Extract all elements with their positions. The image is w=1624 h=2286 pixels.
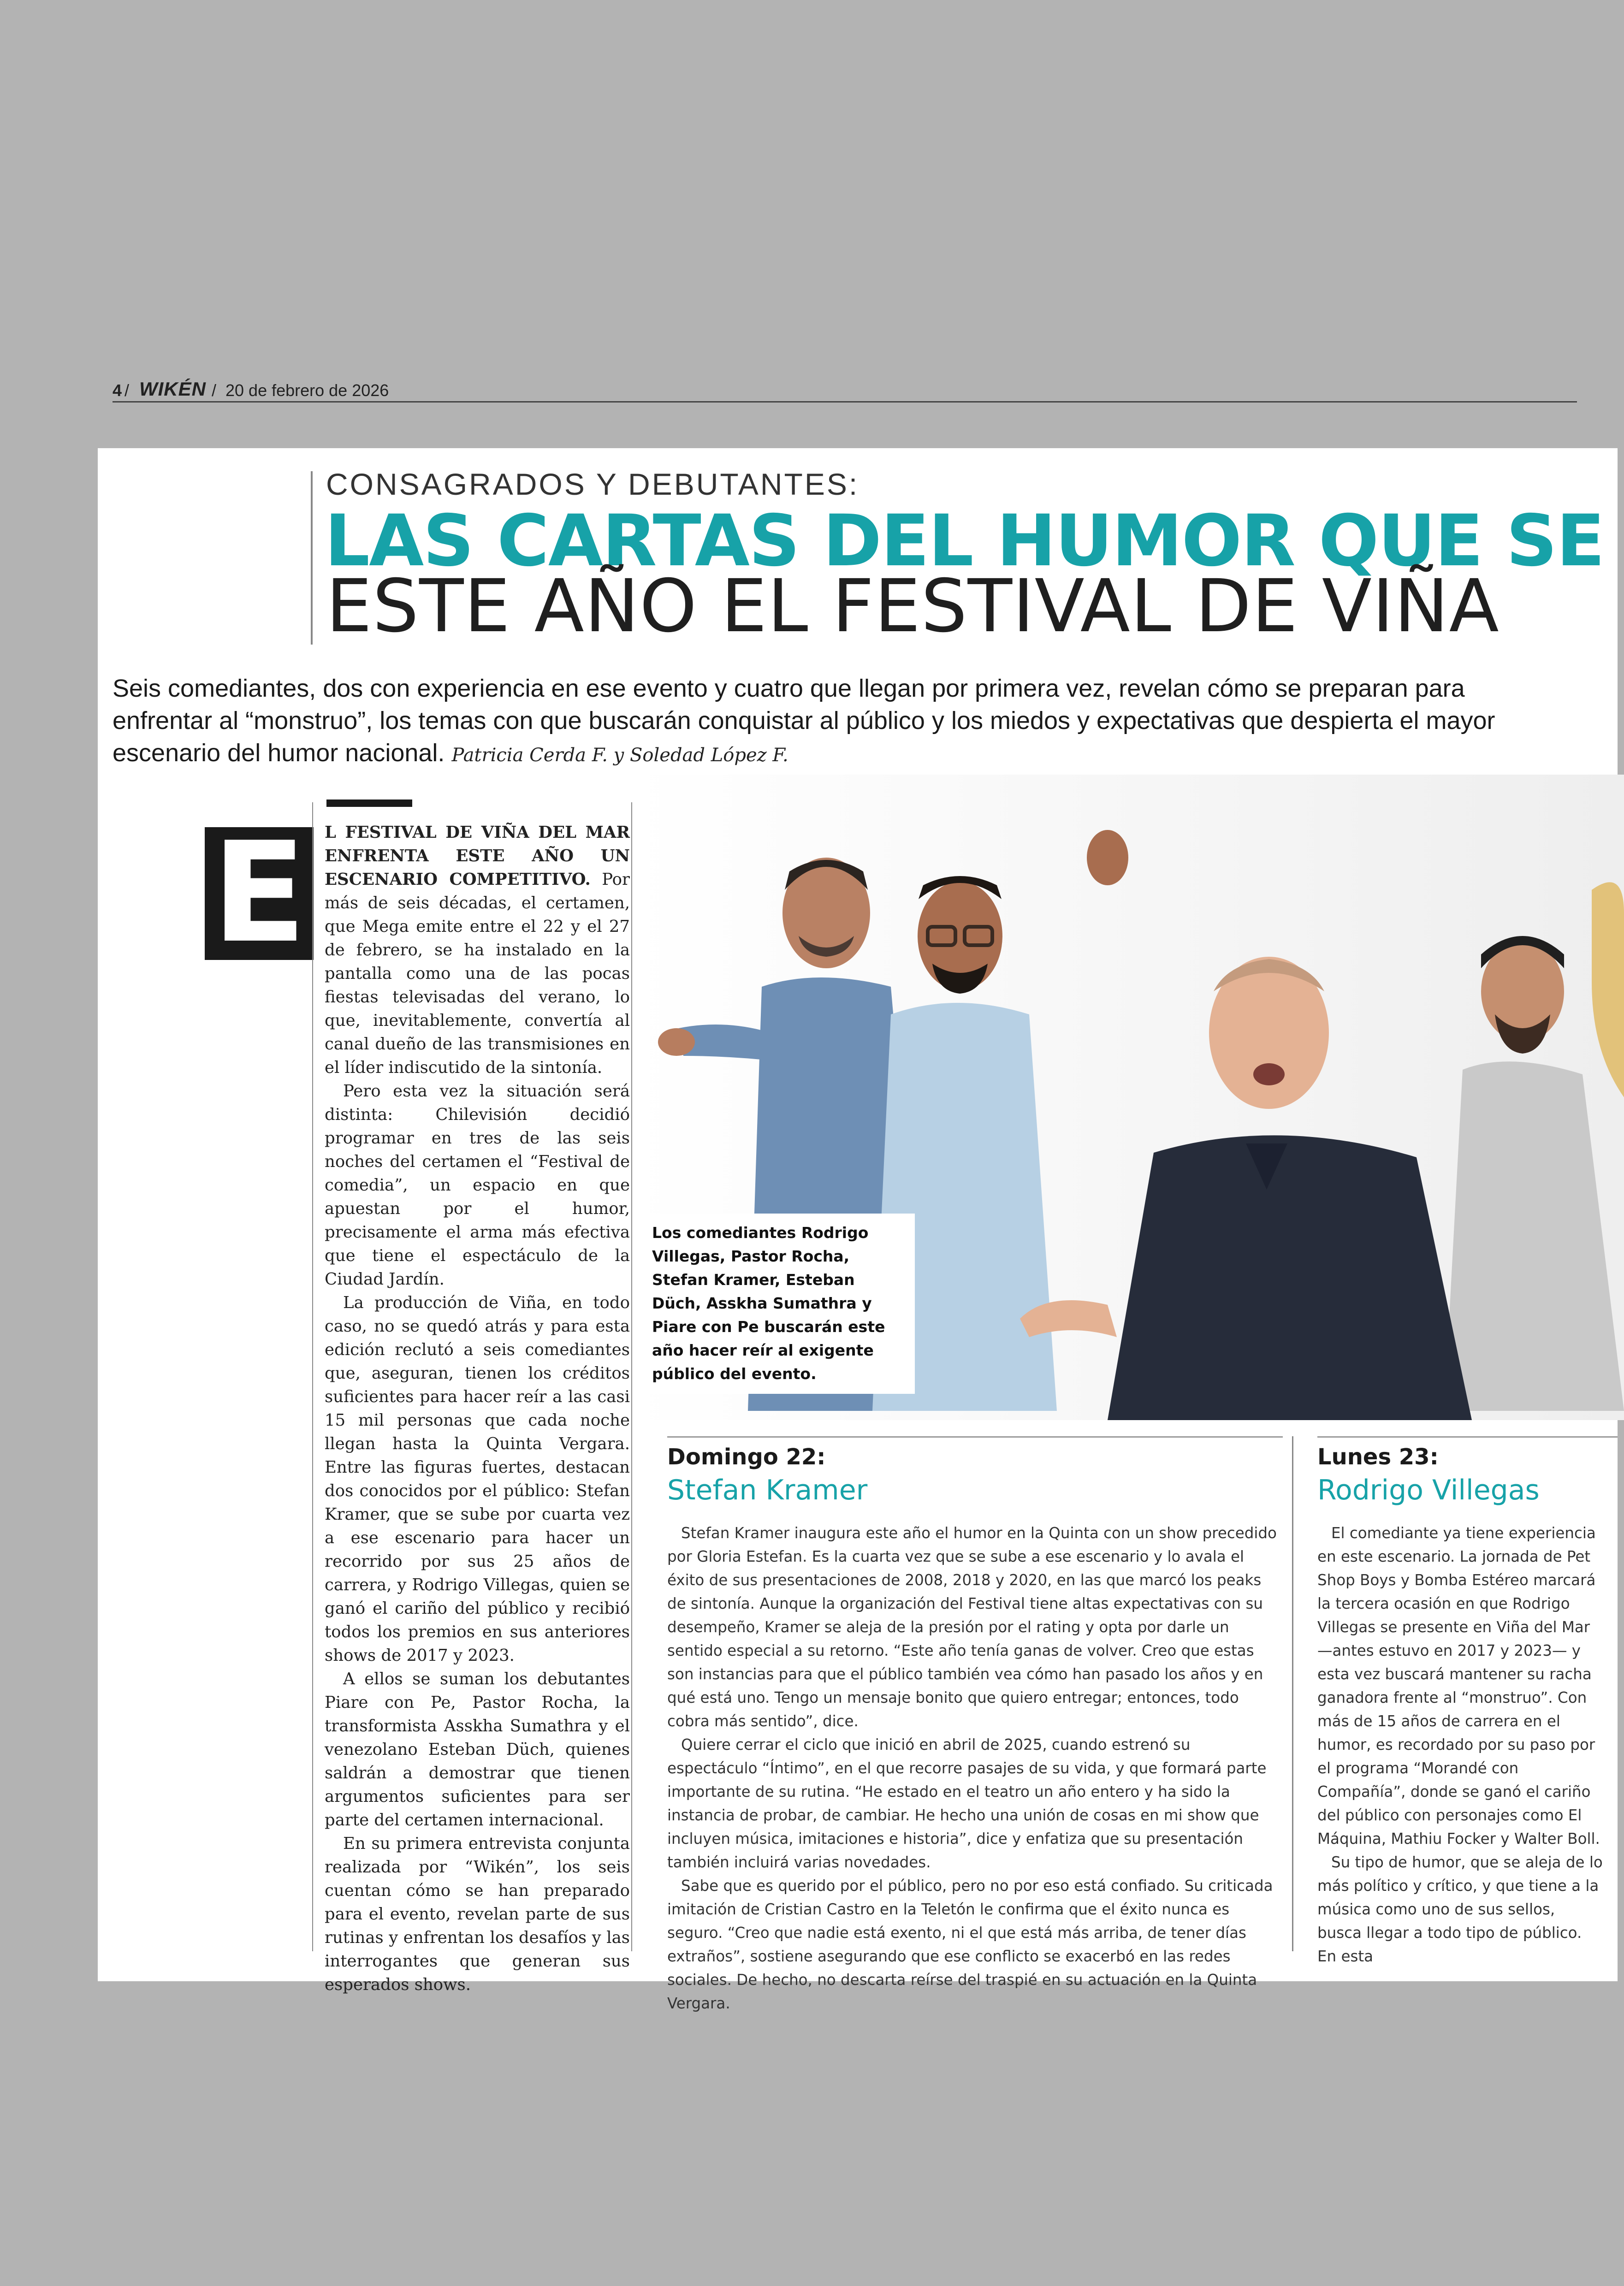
column-rule-right xyxy=(631,802,632,1951)
section-paragraph: El comediante ya tiene experiencia en este escenario. La jornada de Pet Shop Boys y Bomba Estéreo marcará la tercera ocasión en que Rodrigo Villegas se presente en Viña del Mar —antes estuvo en 2017 y 2023— y esta vez buscará mantener su racha ganadora frente al “monstruo”. Con más de 15 años de carrera en el humor, es recordado por su paso por el programa “Morandé con Compañía”, donde se ganó el cariño del público con personajes como El Máquina, Mathiu Focker y Walter Boll. xyxy=(1317,1524,1600,1848)
header-separator: / xyxy=(124,381,130,400)
header-separator-2: / xyxy=(212,381,217,400)
section-body xyxy=(1317,1522,1603,1968)
section-paragraph: Quiere cerrar el ciclo que inició en abril de 2025, cuando estrenó su espectáculo “Íntimo”, en el que recorre pasajes de su vida, y que formará parte importante de su rutina. “He estado en el teatro un año entero y ha sido la instancia de probar, de cambiar. He hecho una unión de cosas en mi show que incluyen música, imitaciones e historia”, dice y enfatiza que su presentación también incluirá varias novedades. xyxy=(667,1736,1267,1871)
drop-cap: E xyxy=(205,827,314,960)
intro-paragraph: En su primera entrevista conjunta realizada por “Wikén”, los seis cuentan cómo se han preparado para el evento, revelan parte de sus rutinas y enfrentan los desafíos y las interrogantes que generan sus esperados shows. xyxy=(325,1834,630,1994)
article-deck xyxy=(113,672,1519,771)
section-rule xyxy=(1317,1436,1618,1438)
section-body xyxy=(667,1522,1283,2015)
intro-paragraph: Pero esta vez la situación será distinta: Chilevisión decidió programar en tres de las seis noches del certamen el “Festival de comedia”, un espacio en que apuestan por el humor, precisamente el arma más efectiva que tiene el espectáculo de la Ciudad Jardín. xyxy=(325,1082,630,1289)
intro-column xyxy=(325,821,630,1996)
intro-rule xyxy=(326,800,412,807)
intro-paragraph-text: Por más de seis décadas, el certamen, que Mega emite entre el 22 y el 27 de febrero, se ha instalado en la pantalla como una de las pocas fiestas televisadas del verano, lo que, inevitablemente, convertía al canal dueño de las transmisiones en el líder indiscutido de la sintonía. xyxy=(325,870,630,1077)
intro-lead: L FESTIVAL DE VIÑA DEL MAR ENFRENTA ESTE AÑO UN ESCENARIO COMPETITIVO. xyxy=(325,823,630,889)
section-day: Lunes 23: xyxy=(1317,1444,1439,1470)
section-paragraph: Sabe que es querido por el público, pero no por eso está confiado. Su criticada imitación de Cristian Castro en la Teletón le confirma que el éxito nunca es seguro. “Creo que nadie está exento, ni el que está más arriba, de tener días extraños”, sostiene asegurando que ese conflicto se exacerbó en las redes sociales. De hecho, no descarta reírse del traspié en su actuación en la Quinta Vergara. xyxy=(667,1877,1273,2012)
running-header xyxy=(113,378,1577,403)
article-page xyxy=(98,448,1618,2012)
section-paragraph: Su tipo de humor, que se aleja de lo más político y crítico, y que tiene a la música como uno de sus sellos, busca llegar a todo tipo de público. En esta xyxy=(1317,1854,1603,1965)
column-rule-sections xyxy=(1292,1436,1293,1951)
section-paragraph: Stefan Kramer inaugura este año el humor en la Quinta con un show precedido por Gloria Estefan. Es la cuarta vez que se sube a ese escenario y lo avala el éxito de sus presentaciones de 2008, 2018 y 2020, en las que marcó los peaks de sintonía. Aunque la organización del Festival tiene altas expectativas con su desempeño, Kramer se aleja de la presión por el rating y opta por darle un sentido especial a su retorno. “Este año tenía ganas de volver. Creo que estas son instancias para que el público también vea cómo han pasado los años y en qué está uno. Tengo un mensaje bonito que quiero entregar; entonces, todo cobra más sentido”, dice. xyxy=(667,1524,1277,1730)
photo-caption: Los comediantes Rodrigo Villegas, Pastor Rocha, Stefan Kramer, Esteban Düch, Asskha Sumathra y Piare con Pe buscarán este año hacer reír al exigente público del evento. xyxy=(642,1214,915,1394)
column-rule-left xyxy=(312,802,313,1951)
section-comedian-name: Stefan Kramer xyxy=(667,1474,868,1506)
publication-logo: WIKÉN xyxy=(139,378,206,400)
issue-date: 20 de febrero de 2026 xyxy=(225,381,389,400)
section-comedian-name: Rodrigo Villegas xyxy=(1317,1474,1540,1506)
byline: Patricia Cerda F. y Soledad López F. xyxy=(451,745,788,766)
headline-line-2: ESTE AÑO EL FESTIVAL DE VIÑA xyxy=(326,564,1500,649)
headline-line-1: LAS CARTAS DEL HUMOR QUE SE xyxy=(325,500,1604,582)
section-rule xyxy=(667,1436,1283,1438)
intro-paragraph xyxy=(325,821,630,1079)
page-number: 4 xyxy=(113,381,122,400)
intro-paragraph: A ellos se suman los debutantes Piare con Pe, Pastor Rocha, la transformista Asskha Sumathra y el venezolano Esteban Düch, quienes saldrán a demostrar que tienen argumentos suficientes para ser parte del certamen internacional. xyxy=(325,1670,630,1830)
deck-text: Seis comediantes, dos con experiencia en ese evento y cuatro que llegan por primera vez, revelan cómo se preparan para enfrentar al “monstruo”, los temas con que buscarán conquistar al público y los miedos y expectativas que despierta el mayor escenario del humor nacional. xyxy=(113,675,1495,767)
section-day: Domingo 22: xyxy=(667,1444,826,1470)
intro-paragraph: La producción de Viña, en todo caso, no se quedó atrás y para esta edición reclutó a seis comediantes que, aseguran, tienen los créditos suficientes para hacer reír a las casi 15 mil personas que cada noche llegan hasta la Quinta Vergara. Entre las figuras fuertes, destacan dos conocidos por el público: Stefan Kramer, que se sube por cuarta vez a ese escenario para hacer un recorrido por sus 25 años de carrera, y Rodrigo Villegas, quien se ganó el cariño del público y recibió todos los premios en sus anteriores shows de 2017 y 2023. xyxy=(325,1293,630,1665)
headline-rule xyxy=(311,471,313,645)
kicker: CONSAGRADOS Y DEBUTANTES: xyxy=(326,467,859,501)
